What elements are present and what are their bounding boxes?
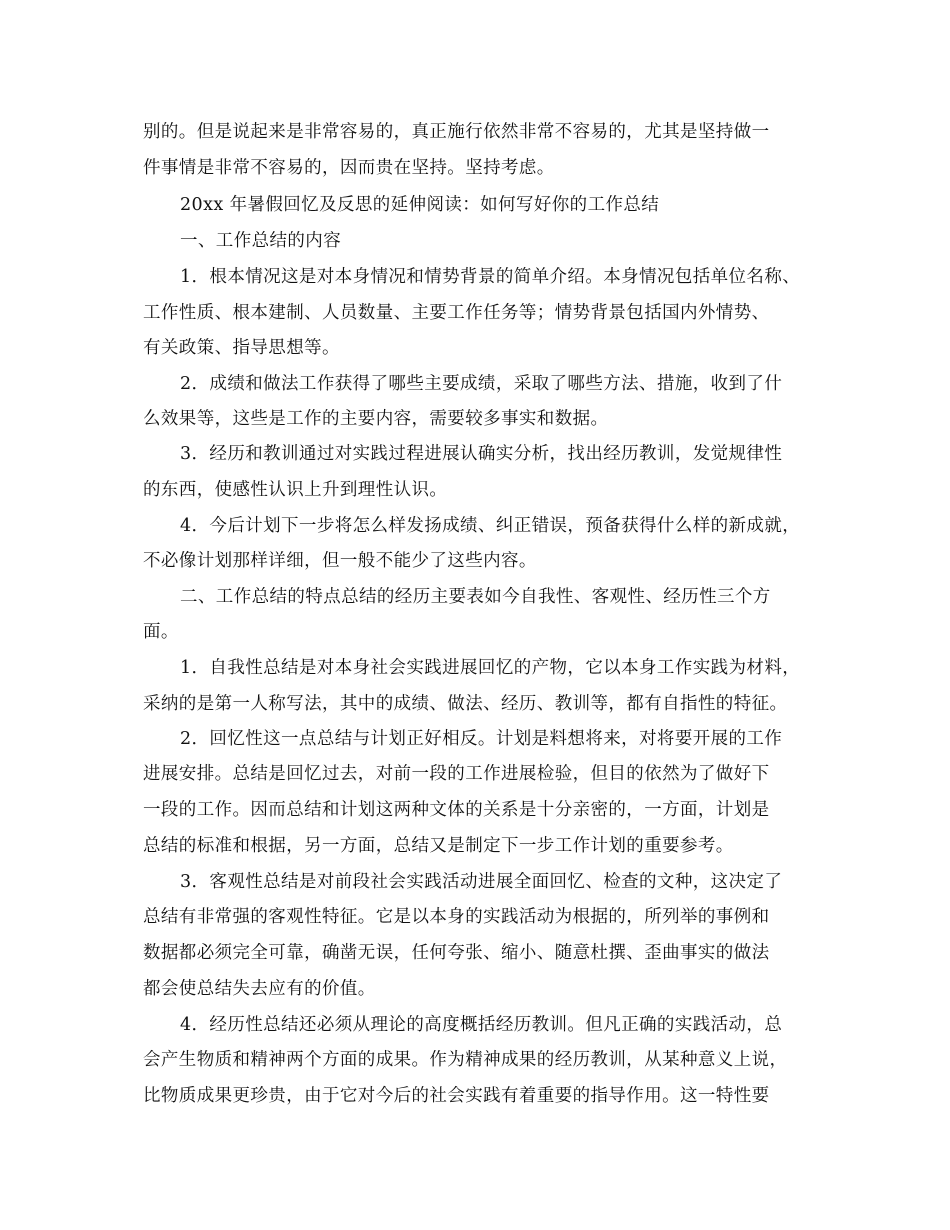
text-line: 1．根本情况这是对本身情况和情势背景的简单介绍。本身情况包括单位名称、	[180, 267, 801, 287]
text-line: 2．回忆性这一点总结与计划正好相反。计划是料想将来，对将要开展的工作	[180, 729, 783, 749]
text-line: 总结有非常强的客观性特征。它是以本身的实践活动为根据的，所列举的事例和	[143, 907, 770, 927]
text-line: 数据都必须完全可靠，确凿无误，任何夸张、缩小、随意杜撰、歪曲事实的做法	[143, 943, 770, 963]
text-line: 4．今后计划下一步将怎么样发扬成绩、纠正错误，预备获得什么样的新成就，	[180, 516, 801, 536]
text-line: 4．经历性总结还必须从理论的高度概括经历教训。但凡正确的实践活动，总	[180, 1015, 783, 1035]
section-heading: 一、工作总结的内容	[180, 231, 342, 251]
section-heading: 20xx 年暑假回忆及反思的延伸阅读：如何写好你的工作总结	[180, 195, 660, 215]
text-line: 总结的标准和根据，另一方面，总结又是制定下一步工作计划的重要参考。	[143, 836, 734, 856]
text-line: 会产生物质和精神两个方面的成果。作为精神成果的经历教训，从某种意义上说，	[143, 1050, 788, 1070]
text-line: 么效果等，这些是工作的主要内容，需要较多事实和数据。	[143, 409, 609, 429]
section-heading: 二、工作总结的特点总结的经历主要表如今自我性、客观性、经历性三个方	[180, 587, 771, 607]
text-line: 的东西，使感性认识上升到理性认识。	[143, 480, 448, 500]
text-line: 3．客观性总结是对前段社会实践活动进展全面回忆、检查的文种，这决定了	[180, 872, 783, 892]
text-line: 比物质成果更珍贵，由于它对今后的社会实践有着重要的指导作用。这一特性要	[143, 1086, 770, 1106]
text-line: 别的。但是说起来是非常容易的，真正施行依然非常不容易的，尤其是坚持做一	[143, 122, 770, 142]
text-line: 工作性质、根本建制、人员数量、主要工作任务等；情势背景包括国内外情势、	[143, 303, 770, 323]
text-line: 面。	[143, 622, 179, 642]
text-line: 2．成绩和做法工作获得了哪些主要成绩，采取了哪些方法、措施，收到了什	[180, 374, 783, 394]
text-line: 都会使总结失去应有的价值。	[143, 979, 376, 999]
text-line: 1．自我性总结是对本身社会实践进展回忆的产物，它以本身工作实践为材料，	[180, 658, 801, 678]
text-line: 3．经历和教训通过对实践过程进展认确实分析，找出经历教训，发觉规律性	[180, 444, 783, 464]
text-line: 不必像计划那样详细，但一般不能少了这些内容。	[143, 551, 537, 571]
text-line: 进展安排。总结是回忆过去，对前一段的工作进展检验，但目的依然为了做好下	[143, 764, 770, 784]
text-line: 有关政策、指导思想等。	[143, 338, 340, 358]
text-line: 件事情是非常不容易的，因而贵在坚持。坚持考虑。	[143, 158, 555, 178]
text-line: 一段的工作。因而总结和计划这两种文体的关系是十分亲密的，一方面，计划是	[143, 800, 770, 820]
text-line: 采纳的是第一人称写法，其中的成绩、做法、经历、教训等，都有自指性的特征。	[143, 694, 788, 714]
